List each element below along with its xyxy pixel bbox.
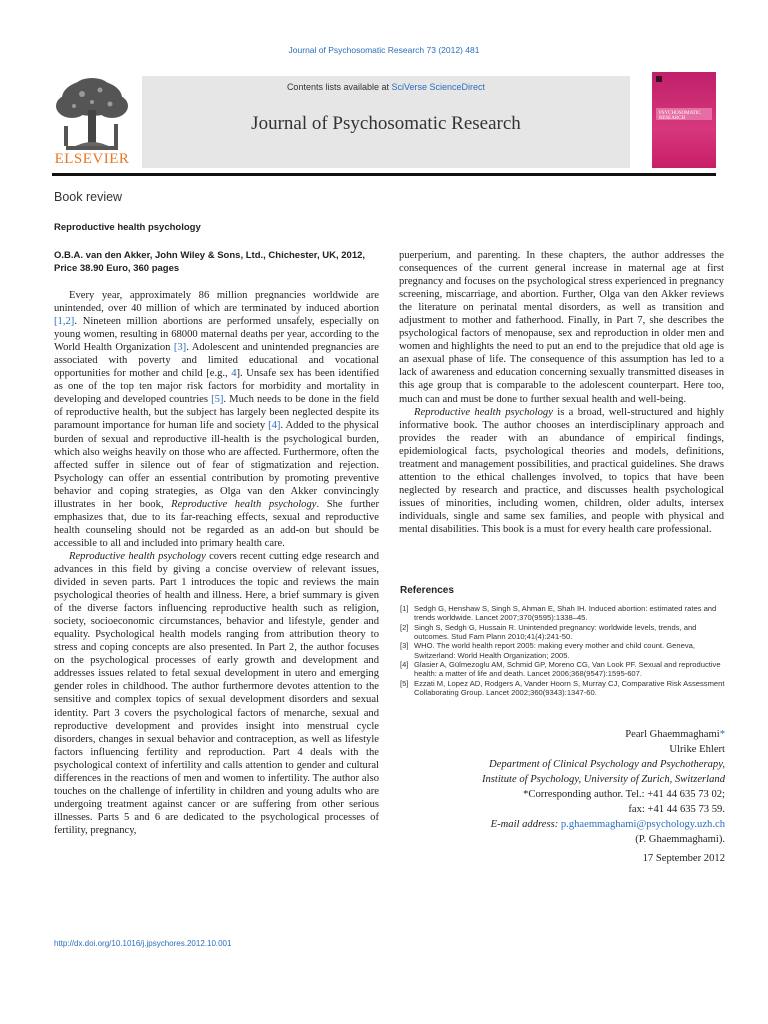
references-heading: References xyxy=(400,585,454,596)
journal-title: Journal of Psychosomatic Research xyxy=(251,113,521,134)
review-date: 17 September 2012 xyxy=(642,853,725,864)
review-title: Reproductive health psychology xyxy=(54,222,201,233)
corresponding-author-line: *Corresponding author. Tel.: +41 44 635 73 02; xyxy=(523,789,725,800)
body-paragraph: Every year, approximately 86 million pregnancies worldwide are unintended, over 40 million of which are terminated by induced abortion [1,2]. Nineteen million abortions are performed unsafely, especially on young women, resulting in 68000 maternal deaths per year, according to the World Health Organization [3]. Adolescent and unintended pregnancies are associated with poverty and limited educational and vocational opportunities for mother and child [e.g., 4]. Unsafe sex has been identified as one of the top ten major risk factors for morbidity and mortality in developing and developed countries [5]. Much needs to be done in the field of reproductive health, but the subject has largely been neglected despite its paramount importance for human life and society [4]. Added to the physical burden of sexual and reproductive ill-health is the psychological burden, which also weighs heavily on those who are affected. Furthermore, often the affected suffer in silence out of fear of stigmatization and rejection. Psychology can offer an essential contribution by promoting preventive behavior and coping strategies, as Olga van den Akker convincingly illustrates in her book, Reproductive health psychology. She further emphasizes that, due to its far-reaching effects, sexual and reproductive health counseling should not be regarded as an add-on but should be accessible to all and included into primary health care. xyxy=(54,290,379,549)
elsevier-logo xyxy=(52,76,132,168)
cover-logo-mark xyxy=(656,76,662,82)
cover-title-text: PSYCHOSOMATIC RESEARCH xyxy=(659,111,701,121)
reference-item[interactable]: [3] WHO. The world health report 2005: making every mother and child count. Geneva, Switzerland: World Health Organization; 2005. xyxy=(400,641,695,660)
author-name: Pearl Ghaemmaghami* xyxy=(625,729,725,740)
book-bibliographic-info: O.B.A. van den Akker, John Wiley & Sons, Ltd., Chichester, UK, 2012, Price 38.90 Euro, 360 pages xyxy=(54,250,366,274)
tree-icon xyxy=(52,76,132,154)
citation-link[interactable]: 4 xyxy=(231,368,237,380)
section-label: Book review xyxy=(54,190,123,204)
body-paragraph: Reproductive health psychology covers recent cutting edge research and advances in this field by giving a concise overview of relevant issues, divided in seven parts. Part 1 introduces the topic and reviews the main psychological theories of health and illness. Here, a brief summary is given of the diverse factors influencing reproductive health such as religion, society, socioeconomic circumstances, behavior and lifestyle, gender and equality. Psychological health models ranging from attribution theory to stress and coping concepts are also presented. In Part 2, the author focuses on the psychological processes of early growth and development and addresses issues related to fetal sexual development in utero and emerging gender roles in childhood. The author furthermore devotes attention to the sensitive and complex topics of sexual development disorders and sexual identity. Part 3 covers the psychological factors of menarche, sexual and reproductive development and provides insight into menstrual cycle disorders, changes in sexual behavior and contraception, as well as lifestyle factors influencing fertility and reproduction. Part 4 deals with the psychological context of infertility and calls attention to gender and cultural differences in the reactions of men and women to infertility. The author also touches on the challenge of infertility in children and young adults who are undergoing treatment against cancer or are suffering from other serious illnesses. Parts 5 and 6 are dedicated to the psychological processes of fertility, pregnancy, xyxy=(54,550,379,836)
body-paragraph: Reproductive health psychology is a broad, well-structured and highly informative book. The author chooses an interdisciplinary approach and provides the reader with an abundance of empirical findings, epidemiological facts, psychological theories and models, definitions, treatment and management possibilities, and practical guidelines. She draws attention to the ethical challenges involved, to topics that have been neglected by research and practice, and discusses health psychological issues of minorities, including women, children, older adults, intersex individuals, single and same sex families, and people with physical and mental disabilities. This book is a must for every health care professional. xyxy=(399,406,724,535)
journal-banner xyxy=(142,76,630,168)
body-column-left xyxy=(54,289,379,837)
reference-item[interactable]: [4] Glasier A, Gülmezoglu AM, Schmid GP, Moreno CG, Van Look PF. Sexual and reproductive health: a matter of life and death. Lancet 2006;368(9547):1595-607. xyxy=(400,660,721,679)
affiliation-line: Institute of Psychology, University of Zurich, Switzerland xyxy=(481,774,725,785)
email-owner: (P. Ghaemmaghami). xyxy=(635,834,725,845)
journal-cover-thumbnail xyxy=(652,72,716,168)
reference-item[interactable]: [1] Sedgh G, Henshaw S, Singh S, Ahman E, Shah IH. Induced abortion: estimated rates and trends worldwide. Lancet 2007;370(9595):1338–45. xyxy=(400,604,717,623)
body-paragraph: puerperium, and parenting. In these chapters, the author addresses the consequences of the current general increase in maternal age at first pregnancy and focuses on the psychological stress experienced in pregnancy screening, miscarriage, and abortion. Further, Olga van den Akker reviews the literature on perinatal mental disorders, as well as transition and adjustment to mother and fatherhood. Finally, in Part 7, she describes the psychological factors of menopause, sex and reproduction in older men and women and highlights the need to put an end to the prejudice that old age is an asexual phase of life. The consequence of this assumption has led to a lack of awareness and education concerning sexually transmitted diseases in this age group that is comparable to the adolescent counterpart. Here too, much can and must be done to further sexual health and well-being. xyxy=(399,250,724,405)
references-list xyxy=(400,604,725,697)
citation-link[interactable]: [3] xyxy=(173,342,187,354)
corresponding-mark[interactable]: * xyxy=(719,729,725,740)
contents-prefix: Contents lists available at xyxy=(286,82,392,92)
contents-availability-line xyxy=(142,82,630,92)
email-link[interactable]: p.ghaemmaghami@psychology.uzh.ch xyxy=(560,819,725,830)
doi-link[interactable]: http://dx.doi.org/10.1016/j.jpsychores.2012.10.001 xyxy=(54,939,232,948)
journal-header xyxy=(52,72,716,168)
sciencedirect-link[interactable]: SciVerse ScienceDirect xyxy=(391,82,486,92)
author-name: Ulrike Ehlert xyxy=(669,744,725,755)
citation-link[interactable]: [5] xyxy=(211,394,224,406)
cover-title-band xyxy=(656,108,712,120)
journal-citation-line[interactable]: Journal of Psychosomatic Research 73 (2012) 481 xyxy=(288,45,480,55)
reference-item[interactable]: [2] Singh S, Sedgh G, Hussain R. Unintended pregnancy: worldwide levels, trends, and outcomes. Stud Fam Plann 2010;41(4):241-50. xyxy=(400,622,697,642)
affiliation-line: Department of Clinical Psychology and Psychotherapy, xyxy=(489,759,725,770)
citation-link[interactable]: [4] xyxy=(268,420,281,432)
citation-link[interactable]: [1,2] xyxy=(54,316,75,328)
fax-line: fax: +41 44 635 73 59. xyxy=(628,804,725,815)
reference-item[interactable]: [5] Ezzati M, Lopez AD, Rodgers A, Vander Hoorn S, Murray CJ, Comparative Risk Assessment Collaborating Group. Lancet 2002;360(9343):1347-60. xyxy=(400,678,725,698)
email-line: E-mail address: p.ghaemmaghami@psychology.uzh.ch xyxy=(490,819,725,830)
author-signature xyxy=(400,727,725,847)
publisher-logo-text: ELSEVIER xyxy=(54,151,130,167)
header-rule xyxy=(52,173,716,176)
body-column-right xyxy=(399,249,724,536)
